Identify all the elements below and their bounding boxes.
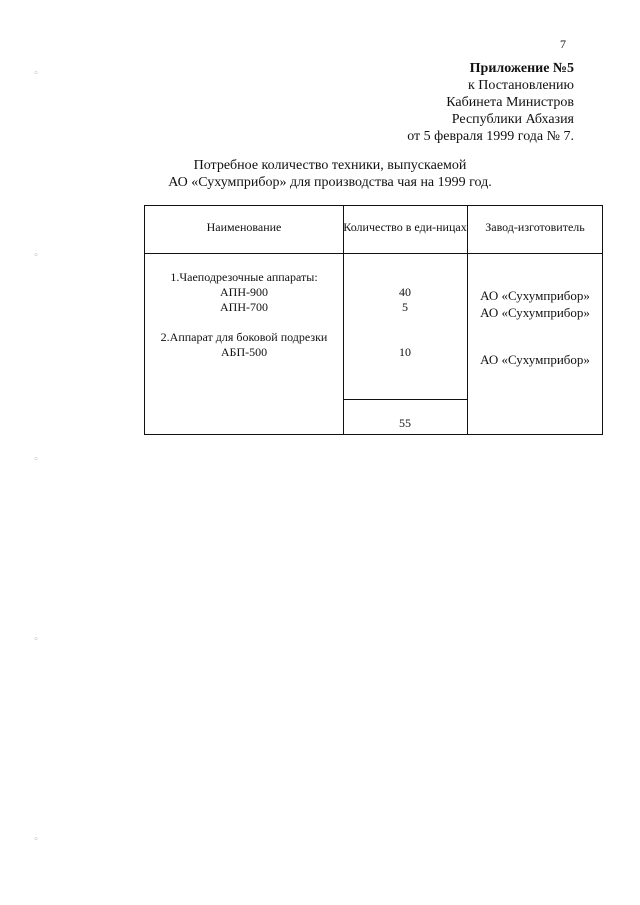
group-title: 2.Аппарат для боковой подрезки <box>160 330 328 344</box>
heading-line: Потребное количество техники, выпускаемой <box>193 158 467 173</box>
item-manufacturer: АО «Сухумприбор» <box>480 305 590 320</box>
document-heading <box>140 157 520 191</box>
header-quantity: Количество в еди-ницах <box>343 220 467 234</box>
scan-mark: ° <box>34 456 38 467</box>
item-name: АПН-900 <box>220 285 268 299</box>
item-manufacturer: АО «Сухумприбор» <box>480 352 590 367</box>
item-manufacturer: АО «Сухумприбор» <box>480 288 590 303</box>
item-quantity: 5 <box>402 300 408 314</box>
equipment-table <box>144 205 603 435</box>
scan-mark: ° <box>34 252 38 263</box>
group-title: 1.Чаеподрезочные аппараты: <box>170 270 318 284</box>
table-total-divider <box>343 399 467 400</box>
table-header-divider <box>145 253 602 254</box>
appendix-line: Кабинета Министров <box>446 95 574 110</box>
item-quantity: 40 <box>399 285 411 299</box>
header-manufacturer: Завод-изготовитель <box>485 220 585 234</box>
appendix-title: Приложение №5 <box>469 61 574 76</box>
item-name: АБП-500 <box>220 345 268 359</box>
scan-mark: ° <box>34 636 38 647</box>
scan-mark: ° <box>34 70 38 81</box>
quantity-column <box>343 285 467 360</box>
item-quantity: 10 <box>399 345 411 359</box>
appendix-date: от 5 февраля 1999 года № 7. <box>407 129 574 144</box>
heading-line: АО «Сухумприбор» для производства чая на 1999 год. <box>168 175 492 190</box>
scan-mark: ° <box>34 836 38 847</box>
page-number: 7 <box>560 37 566 51</box>
appendix-header <box>407 60 574 145</box>
manufacturer-column <box>467 287 603 368</box>
name-column <box>145 270 343 360</box>
appendix-line: Республики Абхазия <box>451 112 574 127</box>
item-name: АПН-700 <box>220 300 268 314</box>
total-quantity: 55 <box>399 416 411 430</box>
appendix-line: к Постановлению <box>467 78 574 93</box>
header-name: Наименование <box>206 220 282 234</box>
